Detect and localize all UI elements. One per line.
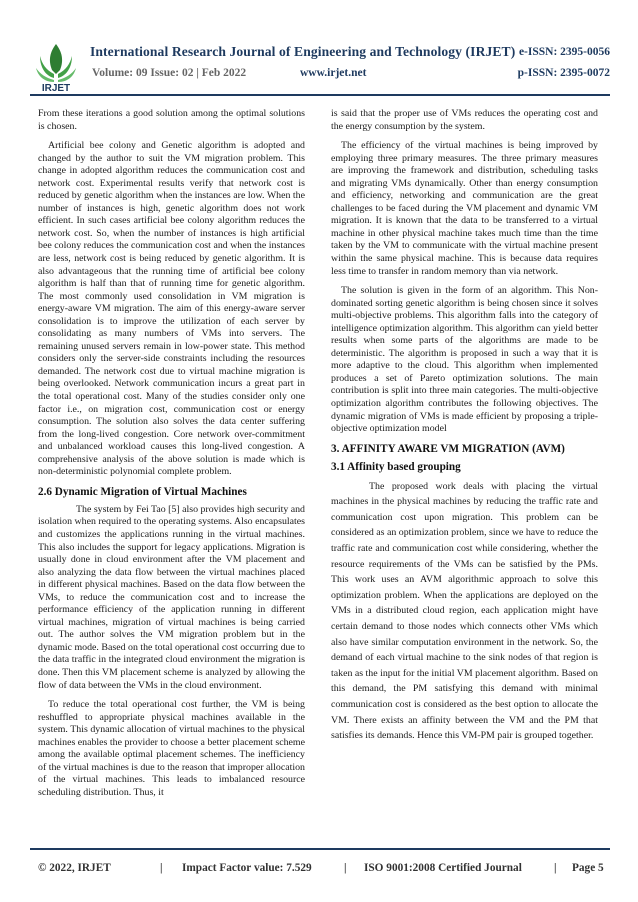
footer-separator: | [160,862,163,874]
section-heading-2-6: 2.6 Dynamic Migration of Virtual Machines [38,485,247,498]
footer-iso: ISO 9001:2008 Certified Journal [364,862,522,874]
left-column [38,108,305,806]
left-paragraph-3: The system by Fei Tao [5] also provides high security and isolation when required to the operating systems. Also encapsulates and customizes the applications running in the virtual machines. This also includes the support for legacy applications. Migration is usually done in cloud environment after the VM placement and also analyzing the data flow between the virtual machines placed in different physical machines. Based on the data flow between the VMs, to reduce the communication cost and to increase the performance efficiency of the application running in different virtual machines, migration of virtual machines is being carried out. The author solves the VM migration problem but in the dynamic mode. Based on the total operational cost occurring due to the data traffic in the integrated cloud environment the migration is done. Then this VM placement scheme is analyzed by allowing the flow of data between the VMs in the cloud environment. [38,503,305,691]
right-paragraph-1: is said that the proper use of VMs reduces the operating cost and the energy consumption by the system. [331,108,598,132]
volume-issue: Volume: 09 Issue: 02 | Feb 2022 [92,67,247,79]
footer-separator: | [554,862,557,874]
footer-separator: | [344,862,347,874]
footer-page-number: Page 5 [572,862,604,874]
section-heading-3-1: 3.1 Affinity based grouping [331,460,461,473]
footer-impact-factor: Impact Factor value: 7.529 [182,862,312,874]
irjet-logo-icon [30,40,82,92]
footer-rule [30,848,610,850]
left-paragraph-4: To reduce the total operational cost further, the VM is being reshuffled to appropriate physical machines available in the system. This dynamic allocation of virtual machines to the physical machines enables the provider to choose a better placement scheme among the available optimal placement schemes. The inefficiency of the virtual machines is due to the reason that improper allocation of the virtual machines. This leads to imbalanced resource scheduling distribution. Thus, it [38,699,305,798]
eissn: e-ISSN: 2395-0056 [518,46,610,58]
pissn: p-ISSN: 2395-0072 [517,67,610,79]
right-paragraph-4: The proposed work deals with placing the virtual machines in the physical machines by reducing the traffic rate and communication cost upon migration. This problem can be considered as an optimization problem, since we have to reduce the traffic rate and communication cost while considering, whether the resource requirements of the VMs can be satisfied by the PMs. This work uses an AVM algorithmic approach to solve this optimization problem. When the applications are deployed on the VMs in a distributed cloud region, each application might have certain demand to those nodes which connects other VMs which also have similar computation environment in the network. So, the demand of each virtual machine to the sink nodes of that region is taken as the input for the initial VM placement algorithm. Based on this demand, the PM satisfying this demand with minimal communication cost is considered as the best option to allocate the VM. There exists an affinity between the VM and the PM that satisfies its demands. Hence this VM-PM pair is grouped together. [331,480,598,742]
section-heading-3: 3. AFFINITY AWARE VM MIGRATION (AVM) [331,442,565,455]
website-link[interactable]: www.irjet.net [300,67,367,79]
footer-copyright: © 2022, IRJET [38,862,111,874]
logo-text: IRJET [41,83,71,92]
journal-title: International Research Journal of Engineering and Technology (IRJET) [90,44,516,59]
header-rule [30,94,610,96]
journal-header [30,40,610,94]
left-paragraph-2: Artificial bee colony and Genetic algorithm is adopted and changed by the author to suit the VM migration problem. This change in adopted algorithm reduces the communication cost and network cost. Experimental results verify that network cost is reduced by genetic algorithm when the instances are low. When the number of instances is high, genetic algorithm does not work efficient. In such cases artificial bee colony algorithm reduces the network cost. So, when the number of instances is high artificial bee colony reduces the communication cost and when the instances are less, network cost is being reduced by genetic algorithm. It is also advantageous that the running time of artificial bee colony algorithm is half than that of running time for genetic algorithm. The most commonly used consolidation in VM migration is energy-aware VM migration. The aim of this energy-aware server consolidation is to improve the utilization of each server by consolidating as many numbers of VMs into servers. The remaining unused servers remain in low-power state. This method considers only the server-side constraints including the resources demanded. The network cost due to virtual machine migration is being overlooked. Network communication incurs a great part in the total operational cost. Many of the studies consider only one factor i.e., on migration cost, communication cost or energy consumption. The solution also solves the data center suffering from the long-lived congestion. Core network over-commitment and unbalanced workload causes this long-lived congestion. A comprehensive analysis of the above solution is made which is non-deterministic polynomial complete problem. [38,140,305,478]
right-column [331,108,598,751]
right-paragraph-3: The solution is given in the form of an algorithm. This Non-dominated sorting genetic algorithm is being chosen since it solves multi-objective problems. This algorithm falls into the category of intelligence optimization algorithm. This algorithm can yield better results when some parts of the algorithms are made to be deterministic. The algorithm is proposed in such a way that it is more adaptive to the cloud. This algorithm when implemented produces a set of Pareto optimization solutions. The main contribution is split into three main categories. The multi-objective optimization algorithm contributes the following objectives. The dynamic migration of VMs is made efficient by proposing a triple-objective optimization model [331,285,598,435]
left-paragraph-1: From these iterations a good solution among the optimal solutions is chosen. [38,108,305,132]
right-paragraph-2: The efficiency of the virtual machines is being improved by employing three primary measures. The three primary measures are improving the framework and distribution, scheduling tasks and migrating VMs dynamically. Other than energy consumption and efficiency, networking and communication are the great challenges to be faced during the VM placement and dynamic VM migration. It is known that the data to be transferred to a virtual machine in other physical machine takes much time than the time taken by the VM to communicate with the virtual machine present within the same physical machine. This is because data requires less time to transfer in random memory than via network. [331,140,598,277]
